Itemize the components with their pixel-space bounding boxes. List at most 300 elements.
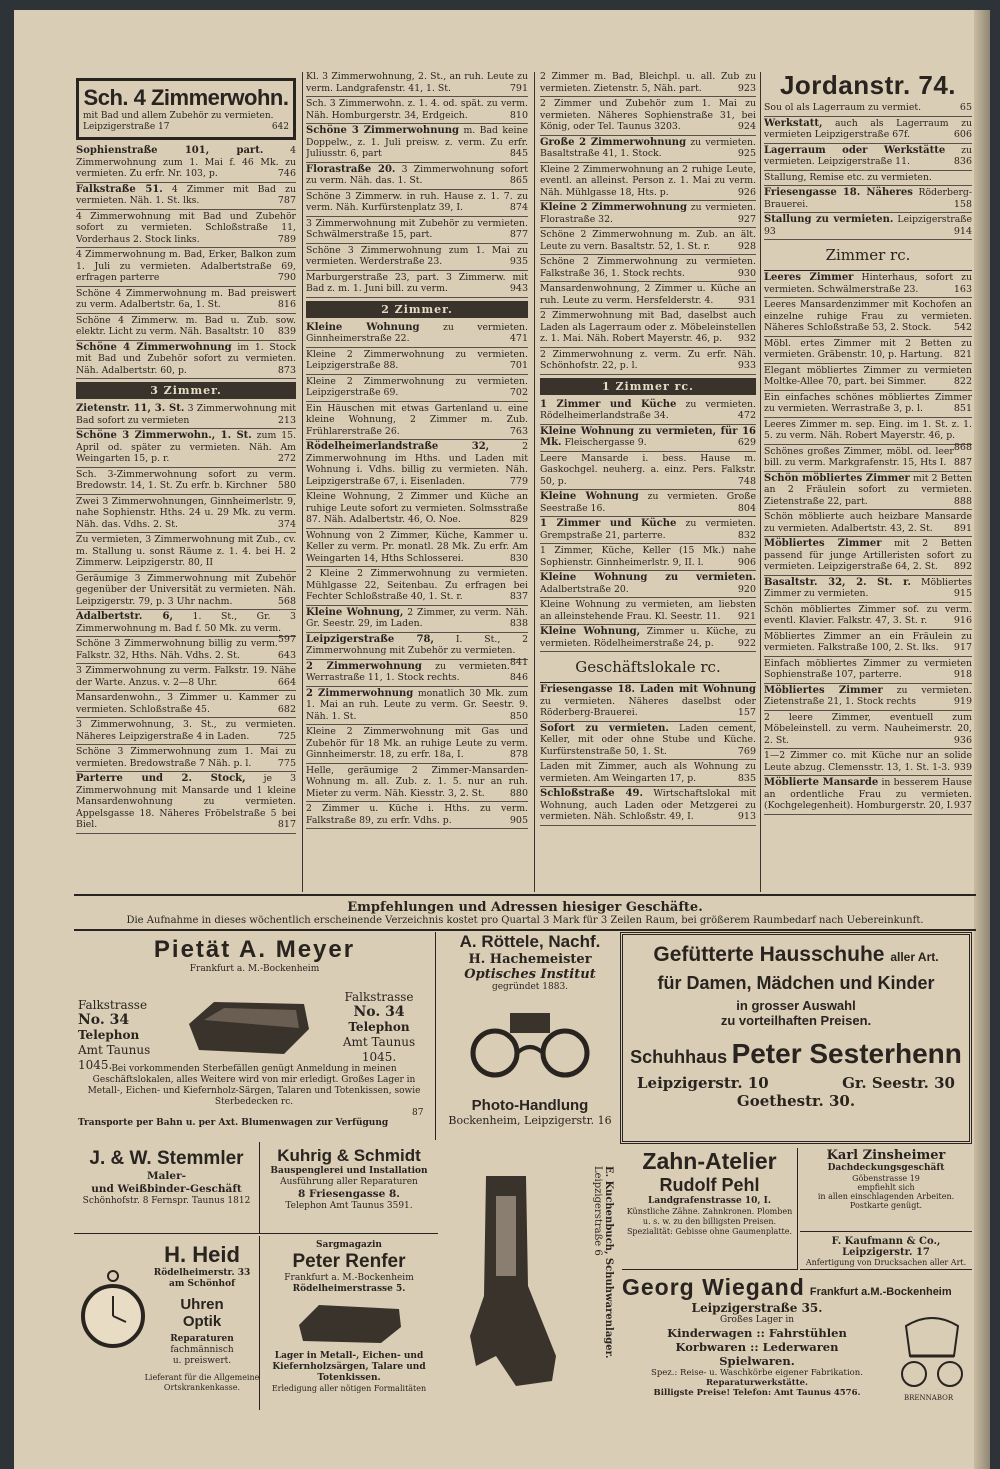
ad-line: Telephon Amt Taunus 3591. <box>285 1201 413 1211</box>
classified-ad <box>76 664 296 691</box>
ad-number: 213 <box>277 414 296 426</box>
ad-body: 4 Zimmerwohnung zum 1. Mai f. 46 Mk. zu vermieten. Zu erfr. Nr. 103, p. <box>76 145 296 179</box>
ad-body: monatlich 30 Mk. zum 1. Mai an ruh. Leute zu verm. Gr. Seestr. 9. Näh. 1. St. <box>306 687 528 722</box>
ad-line: Dachdeckungsgeschäft <box>827 1163 945 1173</box>
ad-body: Schön möblierte auch heizbare Mansarde zu vermieten. Adalbertstr. 43, 2. St. <box>764 511 972 534</box>
ad-body: Schöne 2 Zimmerwohnung m. Zub. an ält. Leute zu vern. Basaltstr. 52, 1. St. r. <box>540 229 756 252</box>
classified-ad <box>76 745 296 772</box>
ad-line: in allen einschlagenden Arbeiten. <box>817 1192 955 1201</box>
ad-heading: Große 2 Zimmerwohnung <box>540 136 687 148</box>
coffin-illustration <box>184 984 314 1068</box>
ad-body: Sch. 3 Zimmerwohn. z. 1. 4. od. spät. zu verm. Näh. Homburgerstr. 34, Erdgeich. <box>306 98 528 121</box>
classified-ad <box>540 97 756 136</box>
ad-box-text: mit Bad und allem Zubehör zu vermieten. Leipzigerstraße 17 642 <box>83 111 289 132</box>
classified-ad <box>540 282 756 309</box>
ad-body: I. St., 2 Zimmerwohnung mit Zubehör zu vermieten. <box>306 633 528 656</box>
ad-vertical-text: E. Kuchenbuch, Schuhwarenlager. Leipzigerstraße 6 <box>592 1166 614 1359</box>
ad-heading: Möbliertes Zimmer <box>764 684 883 696</box>
classified-ad <box>306 725 528 764</box>
ad-title: Zahn-Atelier <box>642 1148 777 1174</box>
ad-body: zu vermieten. Werrastraße 11, 1. Stock rechts. <box>306 660 510 683</box>
ad-shop-name: Schuhhaus Peter Sesterhenn <box>630 1038 962 1069</box>
classified-ad <box>764 510 972 537</box>
banner-subtitle: Die Aufnahme in dieses wöchentlich erscheinende Verzeichnis kostet pro Quartal 3 Mark für 3 Zeilen Raum, bei größerem Raumbedarf nach Uebereinkunft. <box>74 915 976 931</box>
coffin-illustration <box>260 1295 438 1351</box>
ad-list <box>764 271 972 815</box>
ad-number: 906 <box>737 556 756 568</box>
ad-body: auch als Lagerraum zu vermieten Leipzigerstraße 67f. <box>764 117 972 140</box>
classified-ad <box>540 598 756 625</box>
ad-body: im 1. Stock mit Bad und Zubehör sofort zu vermieten. Näh. Adalbertstr. 60, p. <box>76 341 296 376</box>
classified-ad <box>540 787 756 826</box>
classified-ad <box>764 391 972 418</box>
ad-number: 821 <box>953 349 972 360</box>
classified-ad <box>306 490 528 529</box>
ad-number: 837 <box>509 591 528 602</box>
ad-heading: Schloßstraße 49. <box>540 788 643 799</box>
ad-body: zum 15. April od. später zu vermieten. Näh. Am Weingarten 15, p. r. <box>76 430 296 464</box>
ad-body: 1—2 Zimmer co. mit Küche nur an solide Leute abzug. Clemensstr. 13, 1. St. 1-3. <box>764 750 972 773</box>
ad-heading: Falkstraße 51. <box>76 183 163 195</box>
classified-ad <box>76 691 296 718</box>
ad-number: 629 <box>737 437 756 448</box>
ad-number: 789 <box>277 233 296 245</box>
ad-number: 606 <box>953 129 972 140</box>
ad-body: 3 Zimmerwohnung, 3. St., zu vermieten. Näheres Leipzigerstraße 4 in Laden. <box>76 719 296 742</box>
ad-heading: Werkstatt, <box>764 117 823 129</box>
classified-ad <box>540 201 756 228</box>
ad-body: Hinterhaus, sofort zu vermieten. Schwälmerstraße 23. <box>764 272 972 295</box>
ad-number: 568 <box>277 595 296 607</box>
ad-body: Kleine 2 Zimmerwohnung zu vermieten. Leipzigerstraße 88. <box>306 348 528 371</box>
ad-number: 917 <box>953 642 972 653</box>
classified-ad <box>306 190 528 217</box>
ad-body: Schöne 4 Zimmerw. m. Bad u. Zub. sow. elektr. Licht zu verm. Näh. Basaltstr. 10 <box>76 314 296 337</box>
ad-number: 930 <box>737 267 756 279</box>
classified-ad <box>306 802 528 829</box>
ad-body: Laden mit Zimmer, auch als Wohnung zu vermieten. Am Weingarten 17, p. <box>540 761 756 784</box>
ad-body: Kleine 2 Zimmerwohnung zu vermieten. Leipzigerstraße 69. <box>306 375 528 398</box>
ad-text: Bei vorkommenden Sterbefällen genügt Anmeldung in meinen Geschäftslokalen, alles Weitere wird von mir erledigt. Großes Lager in Metall-, Eichen- und Kiefernholz-Särgen, Talaren und Totenkissen, sowie Sterbedecken rc. <box>87 1064 421 1107</box>
classified-ad <box>76 610 296 645</box>
classified-ad <box>764 298 972 337</box>
ad-footer: Transporte per Bahn u. per Axt. Blumenwagen zur Verfügung <box>78 1118 389 1128</box>
ad-number: 850 <box>509 710 528 722</box>
ad-body: Kleine Wohnung zu vermieten, am liebsten an alleinstehende Frau. Kl. Seestr. 11. <box>540 599 756 622</box>
ad-address: Goethestr. 30. <box>736 1092 856 1110</box>
ad-number: 748 <box>737 475 756 487</box>
classified-ad <box>306 163 528 190</box>
ad-body: Laden cement, Keller, mit oder ohne Stube und Küche. Kurfürstenstraße 50, 1. St. <box>540 722 756 757</box>
ad-body: zu vermieten. Näheres daselbst oder Röderberg-Brauerei. <box>540 695 756 718</box>
ad-body: Ein einfaches schönes möbliertes Zimmer zu vermieten. Werrastraße 3, p. l. <box>764 391 972 414</box>
ad-name: H. Hachemeister <box>468 952 592 967</box>
ad-body: zu vermieten. Florastraße 32. <box>540 202 756 225</box>
classified-ad <box>764 630 972 657</box>
ad-heading: Adalbertstr. 6, <box>76 611 173 622</box>
ad-list <box>306 70 528 298</box>
ad-pietaet-meyer <box>74 932 436 1140</box>
ad-body: zu vermieten. Große Seestraße 16. <box>540 491 756 514</box>
ad-heid <box>74 1236 260 1410</box>
ad-body: 2 Zimmerwohnung z. verm. Zu erfr. Näh. Schönhofstr. 22, p. l. <box>540 348 756 371</box>
ad-heading: Basaltstr. 32, 2. St. r. <box>764 576 911 588</box>
ad-heading: Leipzigerstraße 78, <box>306 633 434 645</box>
ad-body: 2 Zimmer, zu verm. Näh. Gr. Seestr. 29, im Laden. <box>306 606 528 629</box>
address-right: Falkstrasse No. 34 Telephon Amt Taunus 1045. <box>342 990 416 1064</box>
ad-number: 822 <box>953 376 972 387</box>
ad-subtitle: Frankfurt a. M.-Bockenheim <box>189 964 320 974</box>
section-heading: Jordanstr. 74. <box>779 70 957 100</box>
ad-line: Frankfurt a. M.-Bockenheim <box>284 1273 414 1283</box>
classified-ad <box>306 687 528 726</box>
ad-body: Stallung, Remise etc. zu vermieten. <box>764 171 932 183</box>
ad-number: 597 <box>277 634 296 645</box>
classified-ad <box>764 171 972 187</box>
classified-ad <box>764 657 972 684</box>
classified-ad <box>76 637 296 664</box>
ad-body: Marburgerstraße 23, part. 3 Zimmerw. mit Bad z. m. 1. Juni bill. zu verm. <box>306 271 528 294</box>
ad-box-title: Sch. 4 Zimmerwohn. <box>83 85 289 110</box>
ad-line: Bauspenglerei und Installation <box>270 1166 428 1176</box>
ad-founded: gegründet 1883. <box>491 982 569 992</box>
ad-number: 877 <box>509 229 528 240</box>
ad-number: 682 <box>277 703 296 715</box>
ad-heading: 2 Zimmerwohnung <box>306 687 414 699</box>
classified-ad <box>306 764 528 803</box>
classified-ad <box>306 402 528 441</box>
ad-body: 1 Zimmer, Küche, Keller (15 Mk.) nahe Sophienstr. Ginnheimerlstr. 9, II. l. <box>540 545 756 568</box>
ad-addresses: Leipzigerstr. 10 Gr. Seestr. 30 <box>637 1074 955 1092</box>
classified-ad <box>764 271 972 298</box>
ad-body: Möbl. ertes Zimmer mit 2 Betten zu vermieten. Gräbenstr. 10, p. Hartung. <box>764 337 972 360</box>
ad-body: Schön möbliertes Zimmer sof. zu verm. eventl. Klavier. Falkstr. 47, 3. St. r. <box>764 603 972 626</box>
ad-title: Kuhrig & Schmidt <box>277 1146 421 1165</box>
ad-line: für Damen, Mädchen und Kinder <box>657 973 935 993</box>
classified-ad <box>764 711 972 750</box>
ad-body: Zimmer u. Küche, zu vermieten. Rödelheimerstraße 24, p. <box>540 626 756 649</box>
classified-ad <box>76 468 296 495</box>
ad-body: Geräumige 3 Zimmerwohnung mit Zubehör gegenüber der Universität zu vermieten. Näh. Leipzigerstr. 79, p. 3 Uhr nachm. <box>76 572 296 607</box>
ad-body: Schöne 3 Zimmerwohnung zum 1. Mai zu vermieten. Werderstraße 23. <box>306 244 528 267</box>
classified-ad <box>540 722 756 761</box>
ad-pehl <box>622 1148 798 1270</box>
classified-ad <box>540 398 756 425</box>
ad-number: 374 <box>277 518 296 530</box>
ad-heading: Kleine 2 Zimmerwohnung <box>540 202 687 213</box>
ad-heading: Friesengasse 18. Laden mit Wohnung <box>540 684 756 695</box>
ad-number: 839 <box>277 326 296 337</box>
business-directory-banner <box>74 894 976 931</box>
ad-list <box>540 398 756 653</box>
ad-body: Schöne 3 Zimmerw. in ruh. Hause z. 1. 7. zu verm. Näh. Kurfürstenplatz 39, I. <box>306 190 528 213</box>
ad-number: 775 <box>277 757 296 769</box>
ad-title: Karl Zinsheimer <box>826 1148 946 1163</box>
ad-heading: Kleine Wohnung <box>306 321 420 333</box>
ad-body: 2 Zimmerwohnung im Hths. und Laden mit Wohnung i. Vdhs. billig zu vermieten. Näh. Leipzigerstraße 67, i. Eisenladen. <box>306 441 528 487</box>
ad-number: 936 <box>953 734 972 746</box>
section-heading: Geschäftslokale rc. <box>540 652 756 683</box>
ad-number: 851 <box>953 403 972 414</box>
ad-body: 2 Zimmer und Zubehör zum 1. Mai zu vermieten. Näheres Sophienstraße 31, bei König, oder Tel. Taunus 3203. <box>540 98 756 132</box>
ad-line: Sargmagazin <box>316 1240 382 1250</box>
classified-ad <box>764 776 972 815</box>
ad-body: Schönes großes Zimmer, möbl. od. leer bill. zu verm. Markgrafenstr. 15, Hts I. <box>764 445 954 468</box>
ad-body: zu vermieten. Rödelheimerlandstraße 34. <box>540 398 756 421</box>
classified-ad <box>76 495 296 534</box>
classified-ad <box>540 70 756 97</box>
ad-body: Möbliertes Zimmer an ein Fräulein zu vermieten. Falkstraße 100, 2. St. lks. <box>764 630 972 653</box>
ad-title: J. & W. Stemmler <box>89 1148 244 1169</box>
ad-zinsheimer <box>800 1148 972 1232</box>
address-left: Falkstrasse No. 34 Telephon Amt Taunus 1045. <box>78 998 151 1072</box>
ad-body: Wirtschaftslokal mit Wohnung, auch Laden oder Metzgerei zu vermieten. Näh. Schloßstr. 49, I. <box>540 788 756 822</box>
ad-body: 4 Zimmer mit Bad zu vermieten. Näh. 1. St. lks. <box>76 183 296 206</box>
ad-service: Photo-Handlung <box>471 1097 589 1114</box>
classified-ad <box>540 255 756 282</box>
classified-ad <box>76 572 296 611</box>
ad-body: Schöne 4 Zimmerwohnung m. Bad preiswert zu verm. Adalbertstr. 6a, 1. St. <box>76 287 296 310</box>
ad-body: mit 2 Betten an 2 Fräulein sofort zu vermieten. Zietenstraße 22, part. <box>764 472 972 507</box>
ad-number: 810 <box>509 109 528 121</box>
ad-line: Ausführung aller Reparaturen <box>280 1177 418 1187</box>
ad-number: 157 <box>737 707 756 718</box>
ad-number: 779 <box>509 475 528 487</box>
ad-body: 3 Zimmerwohnung zu verm. Falkstr. 19. Nähe der Warte. Anzus. v. 2—8 Uhr. <box>76 665 296 688</box>
ad-stemmler <box>74 1142 260 1234</box>
ad-number: 925 <box>737 148 756 159</box>
classified-ad <box>306 633 528 668</box>
classified-ad <box>306 124 528 163</box>
ad-heading: Schöne 4 Zimmerwohnung <box>76 341 232 353</box>
ad-list <box>540 683 756 826</box>
classified-ad <box>540 683 756 722</box>
ad-number: 845 <box>509 148 528 159</box>
classified-ad <box>76 429 296 468</box>
ad-body: 2 Zimmer u. Küche i. Hths. zu verm. Falkstraße 89, zu erfr. Vdhs. p. <box>306 803 528 826</box>
ad-body: 3 Zimmerwohnung mit Zubehör zu vermieten. Schwälmerstraße 15, part. <box>306 217 528 240</box>
ad-number: 924 <box>737 121 756 132</box>
ad-body: 3 Zimmerwohnung sofort zu verm. Näh. das. 1. St. <box>306 163 528 186</box>
classified-ad <box>76 341 296 380</box>
ad-body: 2 Zimmer m. Bad, Bleichpl. u. all. Zub zu vermieten. Zietenstr. 5, Näh. part. <box>540 71 756 94</box>
ad-number: 580 <box>277 480 296 491</box>
ad-body: Kleine 2 Zimmerwohnung mit Gas und Zubehör für 18 Mk. an ruhige Leute zu verm. Ginnheimerstr. 18, zu erfr. 18a, I. <box>306 726 528 760</box>
ad-kuchenbuch <box>442 1146 618 1412</box>
classified-ad <box>540 348 756 375</box>
ad-heading: Sophienstraße 101, part. <box>76 145 264 156</box>
ad-line: 8 Friesengasse 8. <box>298 1188 400 1200</box>
ad-heading: Möblierte Mansarde <box>764 777 879 788</box>
ad-body: Elegant möbliertes Zimmer zu vermieten Moltke-Allee 70, part. bei Simmer. <box>764 364 972 387</box>
ad-title: Peter Renfer <box>292 1251 406 1272</box>
pram-illustration <box>896 1306 968 1400</box>
ad-body: zu vermieten. Ginnheimerstraße 22. <box>306 321 528 344</box>
ad-number: 163 <box>953 283 972 295</box>
ad-list <box>76 402 296 834</box>
ad-number: 926 <box>737 186 756 198</box>
ad-body: Leere Mansarde i. bess. Hause m. Gaskochgel. neuherg. a. einz. Pers. Falkstr. 50, p. <box>540 452 756 487</box>
classified-ad <box>764 186 972 213</box>
ad-heading: Zietenstr. 11, 3. St. <box>76 403 185 414</box>
ad-body: Röderberg-Brauerei. <box>764 187 972 210</box>
ad-number: 829 <box>509 514 528 525</box>
classified-ad <box>306 244 528 271</box>
ad-title: Pietät A. Meyer <box>153 936 356 963</box>
ad-number: 878 <box>509 749 528 760</box>
ad-number: 888 <box>953 495 972 507</box>
ad-number: 921 <box>737 610 756 622</box>
ad-number: 923 <box>737 82 756 94</box>
ad-list <box>306 321 528 830</box>
ad-list <box>764 101 972 240</box>
ad-title-line: Georg Wiegand Frankfurt a.M.-Bockenheim <box>622 1274 952 1300</box>
classified-ad <box>306 217 528 244</box>
banner-title: Empfehlungen und Adressen hiesiger Geschäfte. <box>347 900 703 915</box>
ad-number: 905 <box>509 814 528 826</box>
ad-number: 868 <box>953 441 972 453</box>
classified-ad <box>306 606 528 633</box>
ad-body: Sou ol als Lagerraum zu vermiet. <box>764 102 922 113</box>
section-heading: 2 Zimmer. <box>306 301 528 318</box>
ad-number: 830 <box>509 552 528 564</box>
classified-ad <box>540 625 756 652</box>
classified-ad <box>306 321 528 348</box>
ad-body: Adalbertstraße 20. <box>540 583 629 595</box>
column-rule <box>760 72 761 892</box>
ad-body: Zwei 3 Zimmerwohnungen, Ginnheimerlstr. 9, nahe Sophienstr. Hths. 24 u. 29 Mk. zu verm. Näh. das. Vdhs. 2. St. <box>76 495 296 530</box>
classified-ad <box>764 684 972 711</box>
ad-number: 928 <box>737 240 756 252</box>
ad-body: Schöne 3 Zimmerwohnung billig zu verm. Falkstr. 32, Hths. Näh. Vdhs. 2. St. <box>76 638 278 661</box>
ad-address: Landgrafenstrasse 10, I. <box>648 1196 771 1206</box>
ad-number: 846 <box>509 672 528 683</box>
ad-line: Göbenstrasse 19 <box>852 1174 920 1183</box>
ad-number: 937 <box>953 800 972 811</box>
shoe-illustration <box>456 1166 566 1400</box>
ad-number: 865 <box>509 175 528 186</box>
ad-number: 931 <box>737 294 756 306</box>
ad-number: 841 <box>509 656 528 668</box>
classified-ad <box>306 660 528 687</box>
ad-heading: Florastraße 20. <box>306 163 396 175</box>
ad-number: 922 <box>737 637 756 649</box>
classified-ad <box>764 144 972 171</box>
ad-body: Sch. 3-Zimmerwohnung sofort zu verm. Bredowstr. 14, 1. St. Zu erfr. b. Kirchner <box>76 468 296 491</box>
classified-ad <box>76 314 296 341</box>
ad-body: 2 Kleine 2 Zimmerwohnung zu vermieten. Mühlgasse 22, Seitenbau. Zu erfragen bei Fechter Schloßstraße 40, 1. St. r. <box>306 568 528 602</box>
classified-ad <box>764 749 972 776</box>
ad-brand: BRENNABOR <box>904 1394 954 1402</box>
classified-ad <box>306 271 528 298</box>
classified-ad <box>764 117 972 144</box>
ad-number: 746 <box>277 168 296 179</box>
ad-number: 836 <box>953 156 972 167</box>
classified-ad <box>764 603 972 630</box>
classified-ad <box>76 144 296 183</box>
ad-number: 874 <box>509 202 528 213</box>
ad-body: Kleine Wohnung, 2 Zimmer und Küche an ruhige Leute sofort zu vermieten. Solmsstraße 87. Näh. Adalbertstr. 46, O. Noe. <box>306 491 528 525</box>
column-2 <box>306 70 528 829</box>
classified-ad <box>306 348 528 375</box>
column-4 <box>764 70 972 815</box>
classified-ad <box>540 136 756 163</box>
ad-body: Schöne 3 Zimmerwohnung zum 1. Mai zu vermieten. Bredowstraße 7 Näh. p. l. <box>76 746 296 769</box>
ad-number: 932 <box>737 333 756 344</box>
ad-number: 763 <box>509 425 528 437</box>
ad-body: Leipzigerstraße 93 <box>764 214 972 237</box>
ad-box-4-zimmer <box>76 78 296 140</box>
classified-ad <box>306 567 528 606</box>
ad-roettele <box>438 932 622 1140</box>
ad-number: 664 <box>277 676 296 688</box>
ad-number: 880 <box>509 787 528 799</box>
ad-list <box>540 70 756 375</box>
ad-number: 919 <box>953 696 972 707</box>
ad-list <box>76 144 296 379</box>
section-heading: 3 Zimmer. <box>76 382 296 399</box>
ad-number: 787 <box>277 195 296 206</box>
classified-ad <box>764 472 972 511</box>
classified-ad <box>764 364 972 391</box>
ad-number: 939 <box>953 761 972 773</box>
ad-number: 891 <box>953 522 972 534</box>
column-1 <box>76 70 296 834</box>
ad-number: 471 <box>509 333 528 344</box>
classified-ad <box>76 248 296 287</box>
ad-heading: Kleine Wohnung, <box>540 626 641 637</box>
ad-title: Gefütterte Hausschuhe aller Art. <box>653 943 939 966</box>
ad-number: 838 <box>509 618 528 629</box>
ad-line: Rödelheimerstrasse 5. <box>292 1284 406 1294</box>
ad-number: 913 <box>737 811 756 822</box>
ad-line: Schönhofstr. 8 Fernspr. Taunus 1812 <box>82 1196 251 1206</box>
ad-address: Bockenheim, Leipzigerstr. 16 <box>448 1114 612 1127</box>
ad-sesterhenn <box>620 932 972 1144</box>
ad-heading: Kleine Wohnung <box>540 491 639 502</box>
ad-body: zu vermieten. Leipzigerstraße 11. <box>764 144 972 167</box>
classified-ad <box>764 576 972 603</box>
ad-number: 832 <box>737 529 756 541</box>
ad-line: zu vorteilhaften Preisen. <box>720 1013 872 1028</box>
classified-ad <box>76 772 296 834</box>
ad-number: 790 <box>277 272 296 283</box>
ad-heading: Kleine Wohnung zu vermieten, für 16 Mk. <box>540 425 756 448</box>
classified-ad <box>764 537 972 576</box>
ad-body: Mansardenwohnung, 2 Zimmer u. Küche an ruh. Leute zu verm. Hersfelderstr. 4. <box>540 283 756 306</box>
ad-number: 725 <box>277 730 296 742</box>
ad-wiegand <box>622 1272 972 1412</box>
classified-ad <box>76 183 296 210</box>
ad-body: Mansardenwohn., 3 Zimmer u. Kammer zu vermieten. Schloßstraße 45. <box>76 692 296 715</box>
ad-body: Schöne 2 Zimmerwohnung zu vermieten. Falkstraße 36, 1. Stock rechts. <box>540 256 756 279</box>
ad-body: Leeres Mansardenzimmer mit Kochofen an einzelne ruhige Frau zu vermieten. Näheres Schloßstraße 53, 2. Stock. <box>764 299 972 333</box>
ad-title: A. Röttele, Nachf. <box>459 932 601 951</box>
ad-body: 2 leere Zimmer, eventuell zum Möbeleinstell. zu verm. Nauheimerstr. 20, 2. St. <box>764 711 972 746</box>
ad-number: 915 <box>953 588 972 599</box>
ad-line: und Weißbinder-Geschäft <box>91 1183 242 1195</box>
classified-ad <box>76 533 296 572</box>
pocket-watch-illustration <box>78 1266 148 1360</box>
ad-text: Künstliche Zähne. Zahnkronen. Plomben u. s. w. zu den billigsten Preisen. Spezialität: Gebisse ohne Gaumenplatte. <box>626 1207 793 1236</box>
ad-body: 2 Zimmerwohnung mit Bad, daselbst auch Laden als Lagerraum oder z. Möbeleinstellen z. 1. Mai. Näh. Robert Mayerstr. 46, p. <box>540 310 756 344</box>
classified-ad <box>540 228 756 255</box>
ad-heading: Schön möbliertes Zimmer <box>764 472 910 484</box>
ad-body: 1. St., Gr. 3 Zimmerwohnung m. Bad f. 50 Mk. zu verm. <box>76 611 296 634</box>
ad-name: Rudolf Pehl <box>659 1175 760 1195</box>
ad-number: 916 <box>953 615 972 626</box>
ad-number: 887 <box>953 457 972 468</box>
